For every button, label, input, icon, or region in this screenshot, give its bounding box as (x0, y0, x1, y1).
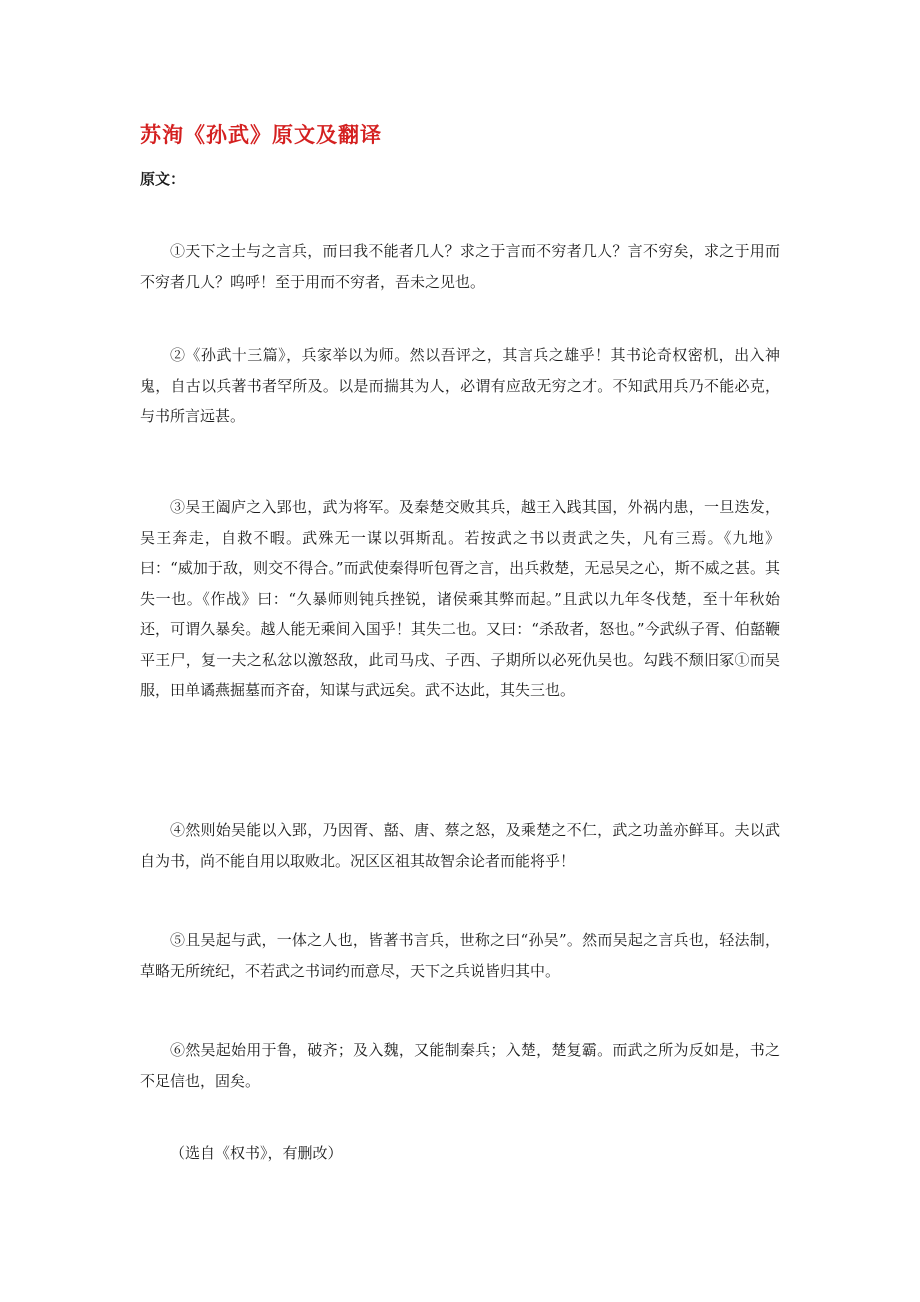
paragraph-5: ⑤且吴起与武，一体之人也，皆著书言兵，世称之曰“孙吴”。然而吴起之言兵也，轻法制，草略无所统纪，不若武之书词约而意尽，天下之兵说皆归其中。 (140, 931, 780, 980)
source-note: （选自《权书》，有删改） (170, 1144, 343, 1162)
paragraph-1: ①天下之士与之言兵，而曰我不能者几人？求之于言而不穷者几人？言不穷矣，求之于用而不穷者几人？呜呼！至于用而不穷者，吾未之见也。 (140, 242, 780, 291)
section-label-original-text: 原文： (140, 170, 186, 188)
paragraph-4: ④然则始吴能以入郢，乃因胥、嚭、唐、蔡之怒，及乘楚之不仁，武之功盖亦鲜耳。夫以武自为书，尚不能自用以取败北。况区区祖其故智余论者而能将乎！ (140, 821, 780, 870)
paragraph-3: ③吴王阖庐之入郢也，武为将军。及秦楚交败其兵，越王入践其国，外祸内患，一旦迭发，吴王奔走，自救不暇。武殊无一谋以弭斯乱。若按武之书以责武之失，凡有三焉。《九地》曰：“威加于敌，则交不得合。”而武使秦得听包胥之言，出兵救楚，无忌吴之心，斯不威之甚。其失一也。《作战》曰：“久暴师则钝兵挫锐，诸侯乘其弊而起。”且武以九年冬伐楚，至十年秋始还，可谓久暴矣。越人能无乘间入国乎！其失二也。又曰：“杀敌者，怒也。”今武纵子胥、伯嚭鞭平王尸，复一夫之私忿以激怒敌，此司马戌、子西、子期所以必死仇吴也。勾践不颓旧冢①而吴服，田单谲燕掘墓而齐奋，知谋与武远矣。武不达此，其失三也。 (140, 498, 780, 699)
paragraph-6: ⑥然吴起始用于鲁，破齐；及入魏，又能制秦兵；入楚，楚复霸。而武之所为反如是，书之不足信也，固矣。 (140, 1041, 780, 1090)
document-title: 苏洵《孙武》原文及翻译 (140, 122, 382, 147)
paragraph-2: ②《孙武十三篇》，兵家举以为师。然以吾评之，其言兵之雄乎！其书论奇权密机，出入神鬼，自古以兵著书者罕所及。以是而揣其为人，必谓有应敌无穷之才。不知武用兵乃不能必克，与书所言远甚。 (140, 346, 780, 425)
